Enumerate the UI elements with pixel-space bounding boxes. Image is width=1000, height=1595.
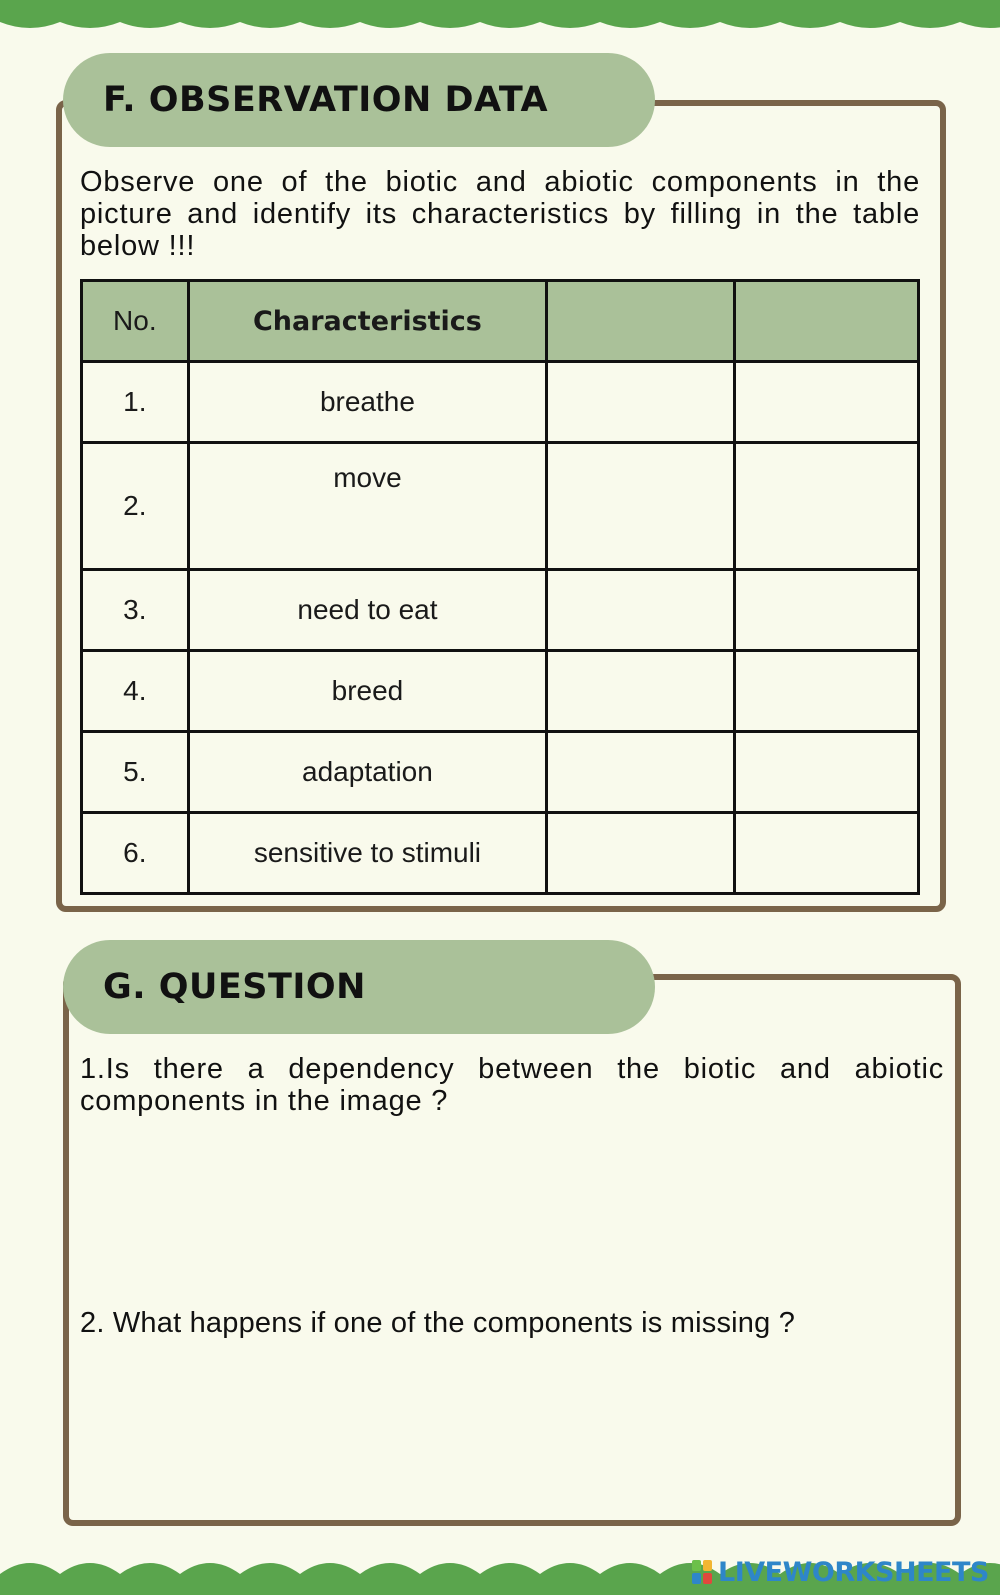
row-characteristic: breed (188, 651, 547, 732)
table-row (82, 813, 919, 894)
header-no: No. (82, 281, 189, 362)
question-1: 1.Is there a dependency between the biotic and abiotic components in the image ? (80, 1053, 944, 1117)
answer-cell[interactable] (547, 362, 735, 443)
header-characteristics: Characteristics (188, 281, 547, 362)
table-row (82, 570, 919, 651)
table-row (82, 443, 919, 570)
liveworksheets-brand (692, 1557, 989, 1588)
top-wave-border (0, 0, 1000, 42)
answer-cell[interactable] (735, 813, 919, 894)
question-title-text: G. QUESTION (103, 967, 366, 1007)
row-number: 2. (82, 443, 189, 570)
observation-section-title (63, 53, 655, 147)
header-blank-1 (547, 281, 735, 362)
answer-cell[interactable] (735, 651, 919, 732)
brand-name: LIVEWORKSHEETS (718, 1557, 989, 1588)
header-blank-2 (735, 281, 919, 362)
liveworksheets-logo-icon (692, 1560, 714, 1586)
table-row (82, 362, 919, 443)
row-characteristic: breathe (188, 362, 547, 443)
row-characteristic: move (188, 443, 547, 570)
row-characteristic: adaptation (188, 732, 547, 813)
question-2: 2. What happens if one of the components is missing ? (80, 1307, 796, 1339)
answer-cell[interactable] (735, 362, 919, 443)
observation-table (80, 279, 920, 895)
observation-title-text: F. OBSERVATION DATA (103, 80, 549, 120)
row-characteristic: need to eat (188, 570, 547, 651)
observation-instructions: Observe one of the biotic and abiotic components in the picture and identify its characteristics by filling in the table below !!! (80, 166, 920, 262)
answer-cell[interactable] (735, 732, 919, 813)
answer-cell[interactable] (547, 813, 735, 894)
table-row (82, 732, 919, 813)
table-row (82, 651, 919, 732)
answer-cell[interactable] (547, 651, 735, 732)
row-number: 3. (82, 570, 189, 651)
row-number: 1. (82, 362, 189, 443)
row-characteristic: sensitive to stimuli (188, 813, 547, 894)
row-number: 4. (82, 651, 189, 732)
answer-cell[interactable] (547, 732, 735, 813)
row-number: 6. (82, 813, 189, 894)
answer-cell[interactable] (735, 443, 919, 570)
answer-cell[interactable] (547, 570, 735, 651)
question-section-title (63, 940, 655, 1034)
table-header-row (82, 281, 919, 362)
row-number: 5. (82, 732, 189, 813)
answer-cell[interactable] (735, 570, 919, 651)
answer-cell[interactable] (547, 443, 735, 570)
